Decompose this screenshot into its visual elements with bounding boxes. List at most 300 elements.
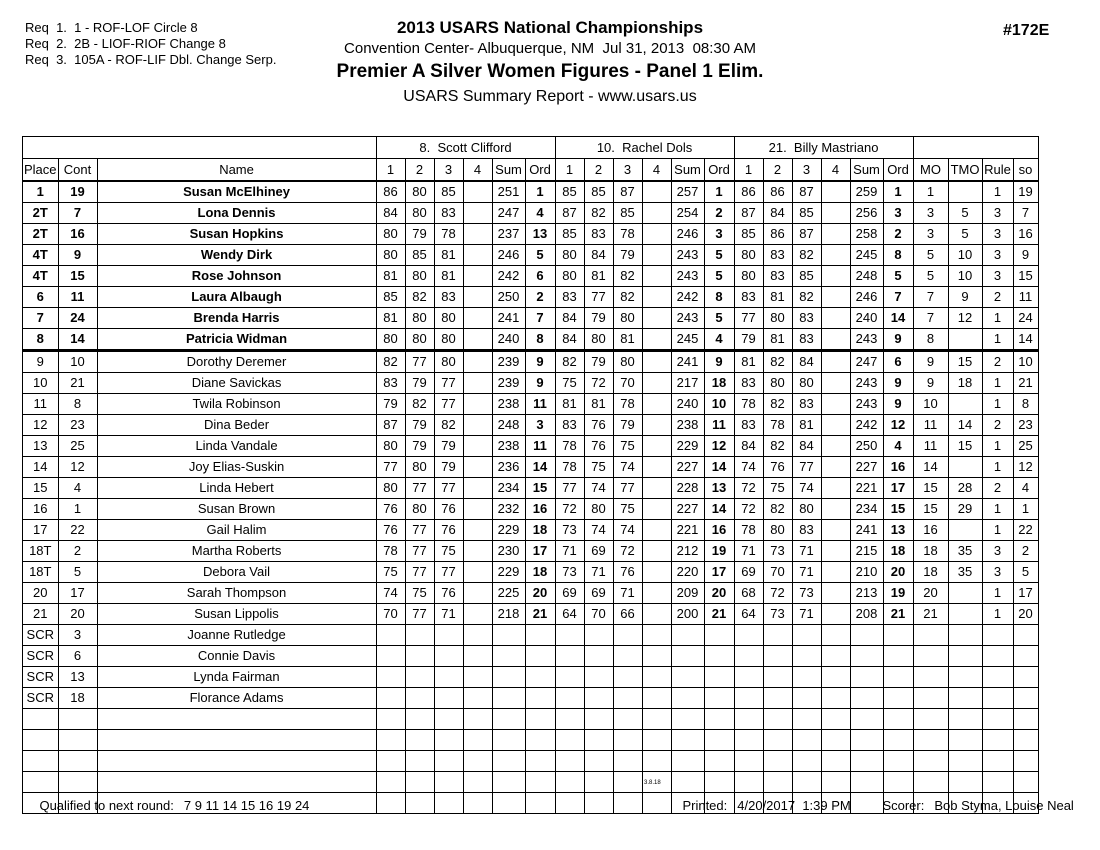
table-row (23, 667, 1039, 688)
contestant-number-cell: 23 (58, 415, 97, 436)
rule-cell: 3 (982, 562, 1013, 583)
rule-cell (982, 646, 1013, 667)
ordinal-cell (883, 646, 913, 667)
ordinal-cell: 17 (883, 478, 913, 499)
ordinal-cell (704, 688, 734, 709)
total-majority-cell: 5 (948, 203, 982, 224)
name-cell: Connie Davis (97, 646, 376, 667)
majority-cell: 20 (913, 583, 948, 604)
score-cell (763, 667, 792, 688)
contestant-number-cell: 14 (58, 329, 97, 351)
score-cell: 79 (434, 436, 463, 457)
table-row (23, 583, 1039, 604)
empty-cell (613, 709, 642, 730)
name-cell: Twila Robinson (97, 394, 376, 415)
sum-cell: 247 (492, 203, 525, 224)
ordinal-cell: 5 (704, 266, 734, 287)
table-row (23, 394, 1039, 415)
score-cell (642, 583, 671, 604)
score-cell: 83 (584, 224, 613, 245)
score-cell: 81 (434, 245, 463, 266)
majority-cell: 11 (913, 436, 948, 457)
ordinal-cell: 9 (525, 351, 555, 373)
sum-cell: 217 (671, 373, 704, 394)
place-cell: 21 (23, 604, 59, 625)
score-cell: 80 (434, 351, 463, 373)
empty-cell (584, 751, 613, 772)
name-cell: Wendy Dirk (97, 245, 376, 266)
score-cell: 77 (434, 373, 463, 394)
ordinal-cell: 14 (704, 457, 734, 478)
score-cell (642, 667, 671, 688)
score-cell: 79 (584, 351, 613, 373)
rule-cell: 1 (982, 329, 1013, 351)
score-cell: 81 (613, 329, 642, 351)
score-cell: 79 (613, 415, 642, 436)
contestant-number-cell: 22 (58, 520, 97, 541)
judge-header: 8. Scott Clifford (376, 137, 555, 159)
table-row (23, 287, 1039, 308)
score-cell: 82 (376, 351, 405, 373)
rule-cell (982, 688, 1013, 709)
score-cell (463, 329, 492, 351)
sum-cell (492, 667, 525, 688)
total-majority-cell: 15 (948, 351, 982, 373)
empty-cell (792, 709, 821, 730)
score-cell (763, 625, 792, 646)
score-cell (821, 181, 850, 203)
score-cell: 77 (792, 457, 821, 478)
total-majority-cell: 29 (948, 499, 982, 520)
score-cell: 87 (555, 203, 584, 224)
rule-cell: 2 (982, 478, 1013, 499)
majority-cell: 18 (913, 562, 948, 583)
score-cell (463, 436, 492, 457)
score-cell: 80 (405, 457, 434, 478)
score-cell: 87 (792, 224, 821, 245)
empty-cell (642, 730, 671, 751)
score-cell: 77 (405, 562, 434, 583)
sum-cell: 254 (671, 203, 704, 224)
score-cell (376, 625, 405, 646)
table-row (23, 457, 1039, 478)
empty-cell (850, 709, 883, 730)
place-cell: SCR (23, 625, 59, 646)
place-cell: 4T (23, 266, 59, 287)
contestant-number-cell: 8 (58, 394, 97, 415)
ordinal-cell: 15 (883, 499, 913, 520)
name-header: Name (97, 159, 376, 182)
table-row (23, 562, 1039, 583)
qualified-line (25, 783, 309, 828)
score-cell: 84 (376, 203, 405, 224)
score-cell: 66 (613, 604, 642, 625)
score-cell (376, 646, 405, 667)
skating-order-cell: 22 (1013, 520, 1038, 541)
score-cell: 69 (734, 562, 763, 583)
score-cell: 86 (763, 224, 792, 245)
score-cell: 83 (792, 329, 821, 351)
contestant-number-cell: 7 (58, 203, 97, 224)
sum-cell: 208 (850, 604, 883, 625)
empty-cell (913, 751, 948, 772)
score-cell (642, 478, 671, 499)
table-row (23, 266, 1039, 287)
contestant-number-cell: 12 (58, 457, 97, 478)
skating-order-cell: 8 (1013, 394, 1038, 415)
column-header: 1 (376, 159, 405, 182)
score-cell: 87 (613, 181, 642, 203)
score-cell: 71 (434, 604, 463, 625)
majority-cell: 5 (913, 266, 948, 287)
ordinal-cell: 13 (525, 224, 555, 245)
empty-cell (948, 730, 982, 751)
majority-cell: 16 (913, 520, 948, 541)
cont-header: Cont (58, 159, 97, 182)
score-cell (821, 224, 850, 245)
ordinal-cell: 9 (883, 329, 913, 351)
ordinal-cell (525, 688, 555, 709)
score-cell: 76 (376, 499, 405, 520)
score-cell: 72 (555, 499, 584, 520)
score-cell: 80 (763, 373, 792, 394)
ordinal-cell: 11 (704, 415, 734, 436)
column-header: 3 (434, 159, 463, 182)
empty-cell (492, 751, 525, 772)
score-cell (821, 625, 850, 646)
column-header: Ord (704, 159, 734, 182)
score-cell: 72 (763, 583, 792, 604)
majority-cell (913, 667, 948, 688)
majority-cell: 11 (913, 415, 948, 436)
score-cell: 76 (584, 415, 613, 436)
score-cell (463, 499, 492, 520)
place-cell: 16 (23, 499, 59, 520)
score-cell (821, 373, 850, 394)
sum-cell: 248 (492, 415, 525, 436)
score-cell: 81 (376, 266, 405, 287)
score-cell: 84 (555, 329, 584, 351)
empty-cell (463, 709, 492, 730)
ordinal-cell: 14 (525, 457, 555, 478)
column-header: MO (913, 159, 948, 182)
ordinal-cell: 17 (525, 541, 555, 562)
score-cell (463, 203, 492, 224)
sum-cell (492, 688, 525, 709)
table-row (23, 329, 1039, 351)
empty-cell (982, 751, 1013, 772)
place-cell: 17 (23, 520, 59, 541)
name-cell: Sarah Thompson (97, 583, 376, 604)
score-cell: 75 (763, 478, 792, 499)
score-cell: 73 (792, 583, 821, 604)
score-cell (463, 266, 492, 287)
score-cell: 78 (734, 394, 763, 415)
score-cell: 80 (792, 373, 821, 394)
skating-order-cell: 20 (1013, 604, 1038, 625)
majority-cell: 18 (913, 541, 948, 562)
table-row (23, 308, 1039, 329)
score-cell: 70 (613, 373, 642, 394)
rule-cell: 1 (982, 394, 1013, 415)
score-cell: 80 (405, 329, 434, 351)
skating-order-cell: 12 (1013, 457, 1038, 478)
score-cell (584, 688, 613, 709)
score-cell: 83 (376, 373, 405, 394)
place-cell: 14 (23, 457, 59, 478)
sum-cell: 227 (671, 457, 704, 478)
ordinal-cell: 4 (883, 436, 913, 457)
empty-cell (913, 730, 948, 751)
sum-cell: 200 (671, 604, 704, 625)
score-cell (613, 646, 642, 667)
score-cell: 80 (763, 520, 792, 541)
ordinal-cell: 16 (883, 457, 913, 478)
column-header: 1 (555, 159, 584, 182)
total-majority-cell (948, 394, 982, 415)
table-row (23, 730, 1039, 751)
name-cell: Laura Albaugh (97, 287, 376, 308)
score-cell (376, 667, 405, 688)
score-cell (821, 351, 850, 373)
score-cell: 80 (434, 329, 463, 351)
score-cell (555, 667, 584, 688)
score-cell: 77 (405, 351, 434, 373)
score-cell: 80 (613, 308, 642, 329)
sum-cell: 250 (492, 287, 525, 308)
place-cell: 9 (23, 351, 59, 373)
empty-cell (792, 751, 821, 772)
place-cell: 1 (23, 181, 59, 203)
score-cell: 71 (734, 541, 763, 562)
skating-order-cell (1013, 688, 1038, 709)
sum-cell: 243 (671, 245, 704, 266)
contestant-number-cell: 6 (58, 646, 97, 667)
name-cell: Dina Beder (97, 415, 376, 436)
sum-cell: 250 (850, 436, 883, 457)
rule-cell: 2 (982, 287, 1013, 308)
score-cell: 82 (613, 287, 642, 308)
rule-cell: 3 (982, 224, 1013, 245)
empty-cell (763, 709, 792, 730)
rule-cell: 1 (982, 604, 1013, 625)
event-title: Premier A Silver Women Figures - Panel 1 Elim. (336, 61, 764, 82)
skating-order-cell: 14 (1013, 329, 1038, 351)
score-cell: 86 (763, 181, 792, 203)
skating-order-cell: 1 (1013, 499, 1038, 520)
score-cell: 76 (434, 499, 463, 520)
empty-cell (434, 730, 463, 751)
score-cell: 77 (405, 520, 434, 541)
ordinal-cell: 1 (883, 181, 913, 203)
score-cell: 78 (555, 436, 584, 457)
name-cell: Susan Hopkins (97, 224, 376, 245)
score-cell: 80 (405, 308, 434, 329)
ordinal-cell: 16 (525, 499, 555, 520)
sum-cell (850, 667, 883, 688)
score-cell: 80 (376, 245, 405, 266)
contestant-number-cell: 24 (58, 308, 97, 329)
empty-cell (671, 751, 704, 772)
table-row (23, 203, 1039, 224)
score-cell (642, 224, 671, 245)
empty-cell (525, 751, 555, 772)
results-table (22, 136, 1039, 814)
score-cell (463, 287, 492, 308)
empty-cell (58, 751, 97, 772)
score-cell: 77 (405, 604, 434, 625)
rule-cell: 1 (982, 583, 1013, 604)
majority-cell: 8 (913, 329, 948, 351)
sum-cell: 228 (671, 478, 704, 499)
empty-cell (555, 709, 584, 730)
score-cell (792, 688, 821, 709)
empty-cell (671, 709, 704, 730)
score-cell (555, 688, 584, 709)
empty-cell (613, 751, 642, 772)
ordinal-cell: 10 (704, 394, 734, 415)
total-majority-cell (948, 646, 982, 667)
score-cell (613, 625, 642, 646)
ordinal-cell: 18 (525, 520, 555, 541)
ordinal-cell: 3 (525, 415, 555, 436)
empty-cell (584, 772, 613, 793)
score-cell: 78 (613, 394, 642, 415)
ordinal-cell: 14 (883, 308, 913, 329)
ordinal-cell (525, 625, 555, 646)
score-cell (821, 562, 850, 583)
sum-cell: 241 (850, 520, 883, 541)
score-cell: 81 (584, 394, 613, 415)
sum-cell: 232 (492, 499, 525, 520)
ordinal-cell (883, 625, 913, 646)
score-cell: 76 (434, 583, 463, 604)
empty-cell (376, 793, 405, 814)
score-cell: 75 (613, 436, 642, 457)
title-block (0, 17, 1100, 109)
name-cell: Linda Vandale (97, 436, 376, 457)
score-cell: 83 (734, 287, 763, 308)
score-cell: 83 (763, 245, 792, 266)
empty-cell (23, 751, 59, 772)
score-cell: 80 (555, 245, 584, 266)
sum-cell: 259 (850, 181, 883, 203)
sum-cell: 237 (492, 224, 525, 245)
skating-order-cell: 11 (1013, 287, 1038, 308)
sum-cell: 242 (492, 266, 525, 287)
name-cell: Debora Vail (97, 562, 376, 583)
score-cell (642, 541, 671, 562)
sum-cell (850, 646, 883, 667)
score-cell (734, 646, 763, 667)
empty-cell (613, 793, 642, 814)
contestant-number-cell: 5 (58, 562, 97, 583)
majority-cell: 3 (913, 203, 948, 224)
table-row (23, 351, 1039, 373)
sum-cell (671, 625, 704, 646)
score-cell: 76 (613, 562, 642, 583)
score-cell: 75 (405, 583, 434, 604)
total-majority-cell: 18 (948, 373, 982, 394)
sum-cell: 241 (492, 308, 525, 329)
score-cell (642, 457, 671, 478)
score-cell: 87 (376, 415, 405, 436)
score-cell: 80 (376, 224, 405, 245)
sum-cell: 229 (492, 562, 525, 583)
sum-cell: 251 (492, 181, 525, 203)
empty-cell (555, 730, 584, 751)
score-cell (555, 625, 584, 646)
contestant-number-cell: 10 (58, 351, 97, 373)
score-cell: 86 (734, 181, 763, 203)
score-cell (642, 394, 671, 415)
place-cell: 20 (23, 583, 59, 604)
score-cell: 80 (376, 478, 405, 499)
score-cell (642, 604, 671, 625)
score-cell (584, 625, 613, 646)
score-cell: 79 (405, 373, 434, 394)
ordinal-cell: 18 (883, 541, 913, 562)
ordinal-cell: 20 (883, 562, 913, 583)
ordinal-cell: 8 (525, 329, 555, 351)
ordinal-cell: 5 (525, 245, 555, 266)
score-cell: 77 (434, 394, 463, 415)
empty-cell (1013, 751, 1038, 772)
score-cell: 77 (734, 308, 763, 329)
score-cell (463, 541, 492, 562)
empty-cell (555, 793, 584, 814)
score-cell: 71 (792, 604, 821, 625)
score-cell: 71 (792, 562, 821, 583)
place-cell: 6 (23, 287, 59, 308)
score-cell: 83 (792, 394, 821, 415)
score-cell: 76 (376, 520, 405, 541)
ordinal-cell: 1 (704, 181, 734, 203)
score-cell: 80 (405, 499, 434, 520)
score-cell (376, 688, 405, 709)
score-cell (463, 625, 492, 646)
column-header: 2 (405, 159, 434, 182)
scorer-value: Bob Styma, Louise Neal (934, 798, 1074, 813)
score-cell: 69 (555, 583, 584, 604)
score-cell (584, 667, 613, 688)
score-cell: 83 (434, 287, 463, 308)
sum-cell: 238 (492, 436, 525, 457)
score-cell (463, 583, 492, 604)
score-cell: 80 (763, 308, 792, 329)
score-cell (734, 688, 763, 709)
table-row (23, 415, 1039, 436)
score-cell: 82 (434, 415, 463, 436)
column-header: 3 (792, 159, 821, 182)
table-row (23, 436, 1039, 457)
majority-cell: 15 (913, 499, 948, 520)
score-cell: 83 (434, 203, 463, 224)
score-cell: 74 (584, 520, 613, 541)
empty-cell (97, 709, 376, 730)
score-cell: 82 (405, 394, 434, 415)
ordinal-cell: 11 (525, 394, 555, 415)
sum-cell: 212 (671, 541, 704, 562)
score-cell: 80 (584, 329, 613, 351)
sum-cell: 227 (850, 457, 883, 478)
score-cell: 85 (434, 181, 463, 203)
score-cell (434, 688, 463, 709)
score-cell: 81 (792, 415, 821, 436)
sum-cell: 243 (671, 308, 704, 329)
empty-cell (734, 751, 763, 772)
name-cell: Diane Savickas (97, 373, 376, 394)
